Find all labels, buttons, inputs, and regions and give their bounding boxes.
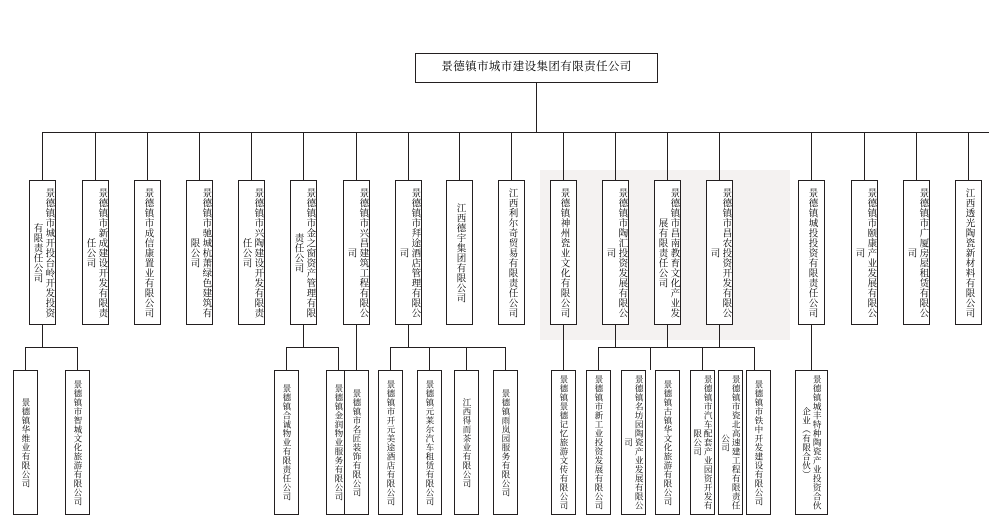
connector-l3-8 [466,347,467,370]
node-l2-6[interactable]: 景德镇市金之窗资产管理有限责任公司 [290,180,317,325]
node-l2-8[interactable]: 景德镇市拜途酒店管理有限公司 [395,180,422,325]
root-node[interactable]: 景德镇市城市建设集团有限责任公司 [415,53,658,83]
node-l3-8[interactable]: 江西得而茶业有限公司 [454,370,479,515]
node-l3-12[interactable]: 景德镇名坊园陶瓷产业发展有限公司 [621,370,646,515]
connector-l2-6-stem [303,325,304,347]
connector-l3-1 [25,347,26,370]
connector-l2-9 [459,132,460,180]
connector-l3-10 [563,325,564,370]
connector-l2-13-stem [667,325,668,347]
node-l3-16[interactable]: 景德镇市铁中开发建设有限公司 [746,370,771,515]
connector-l3-14 [702,347,703,370]
connector-l2-12-stem [615,325,616,347]
node-l2-18[interactable]: 江西透光陶瓷新材料有限公司 [955,180,982,325]
node-l2-17[interactable]: 景德镇市广厦房屋租赁有限公司 [903,180,930,325]
connector-l2-18 [968,132,969,180]
connector-l3-7 [429,347,430,370]
connector-l3-11 [598,347,599,370]
node-l3-5[interactable]: 景德镇市名匠装饰有限公司 [344,370,369,515]
node-l2-9[interactable]: 江西德宇集团有限公司 [446,180,473,325]
node-l3-11[interactable]: 景德镇市新工业投资发展有限公司 [586,370,611,515]
node-l3-15[interactable]: 景德镇市瓷北高速建工程有限责任公司 [718,370,743,515]
connector-l3-bus-6 [702,347,754,348]
connector-l3-bus-1 [25,347,77,348]
connector-l3-bus-4 [598,347,650,348]
node-l2-10[interactable]: 江西利尔奇贸易有限责任公司 [498,180,525,325]
node-l2-5[interactable]: 景德镇市兴陶建设开发有限责任公司 [238,180,265,325]
connector-l2-8 [408,132,409,180]
connector-l2-11 [563,132,564,180]
node-l3-6[interactable]: 景德镇市开元美途酒店有限公司 [378,370,403,515]
connector-l3-5 [356,325,357,370]
connector-l3-17 [811,325,812,370]
node-l3-1[interactable]: 景德镇华维业有限公司 [13,370,38,515]
node-l2-2[interactable]: 景德镇市新成建设开发有限责任公司 [82,180,109,325]
connector-l2-2 [95,132,96,180]
node-l2-15[interactable]: 景德镇城投投资有限责任公司 [798,180,825,325]
connector-l3-12 [650,347,651,370]
connector-l3-bus-3 [390,347,505,348]
connector-l2-14-stem [719,325,720,347]
node-l3-17[interactable]: 景德镇城丰特种陶瓷产业投资合伙企业（有限合伙） [795,370,828,515]
connector-l2-1 [42,132,43,180]
node-l2-14[interactable]: 景德镇市昌农投资开发有限公司 [706,180,733,325]
connector-l2-8-stem [408,325,409,347]
node-l2-7[interactable]: 景德镇市兴昌建筑工程有限公司 [343,180,370,325]
node-l3-9[interactable]: 景德镇雨岚园服务有限公司 [493,370,518,515]
connector-l2-15 [811,132,812,180]
connector-l3-6 [390,347,391,370]
connector-l2-6 [303,132,304,180]
connector-l2-13 [667,132,668,180]
node-l3-4[interactable]: 景德镇金润物业服务有限公司 [326,370,351,515]
connector-l2-4 [199,132,200,180]
connector-l3-9 [505,347,506,370]
connector-l2-1-stem [42,325,43,347]
node-l2-3[interactable]: 景德镇市成信康置业有限公司 [134,180,161,325]
connector-l3-bus-5 [650,347,702,348]
node-l2-16[interactable]: 景德镇市颐康产业发展有限公司 [851,180,878,325]
connector-l2-5 [251,132,252,180]
connector-l3-16 [754,347,755,370]
node-l2-13[interactable]: 景德镇市昌南教育文化产业发展有限责任公司 [654,180,681,325]
node-l2-11[interactable]: 景德镇神州瓷业文化有限公司 [550,180,577,325]
connector-l2-7 [356,132,357,180]
node-l3-3[interactable]: 景德镇合诚物业有限责任公司 [274,370,299,515]
connector-l2-10 [511,132,512,180]
node-l2-1[interactable]: 景德镇市城开投台岭开发投资有限责任公司 [29,180,56,325]
node-l3-2[interactable]: 景德镇市智城文化旅游有限公司 [65,370,90,515]
node-l2-12[interactable]: 景德镇市陶汇投资发展有限公司 [602,180,629,325]
node-l3-10[interactable]: 景德镇景德记忆旅游文传有限公司 [551,370,576,515]
connector-l2-17 [916,132,917,180]
connector-l2-3 [147,132,148,180]
connector-l2-12 [615,132,616,180]
connector-l3-bus-2 [286,347,338,348]
node-l3-13[interactable]: 景德镇古镇华文化旅游有限公司 [655,370,680,515]
connector-l2-14 [719,132,720,180]
connector-l3-2 [77,347,78,370]
node-l2-4[interactable]: 景德镇市驰城杭萧绿色建筑有限公司 [186,180,213,325]
connector-main-bus [42,132,989,133]
node-l3-14[interactable]: 景德镇市汽车配套产业园资开发有限公司 [690,370,715,515]
connector-l2-16 [864,132,865,180]
node-l3-7[interactable]: 景德镇元莱尔汽车租赁有限公司 [417,370,442,515]
connector-root-stem [536,83,537,132]
connector-l3-3 [286,347,287,370]
connector-l3-4 [338,347,339,370]
